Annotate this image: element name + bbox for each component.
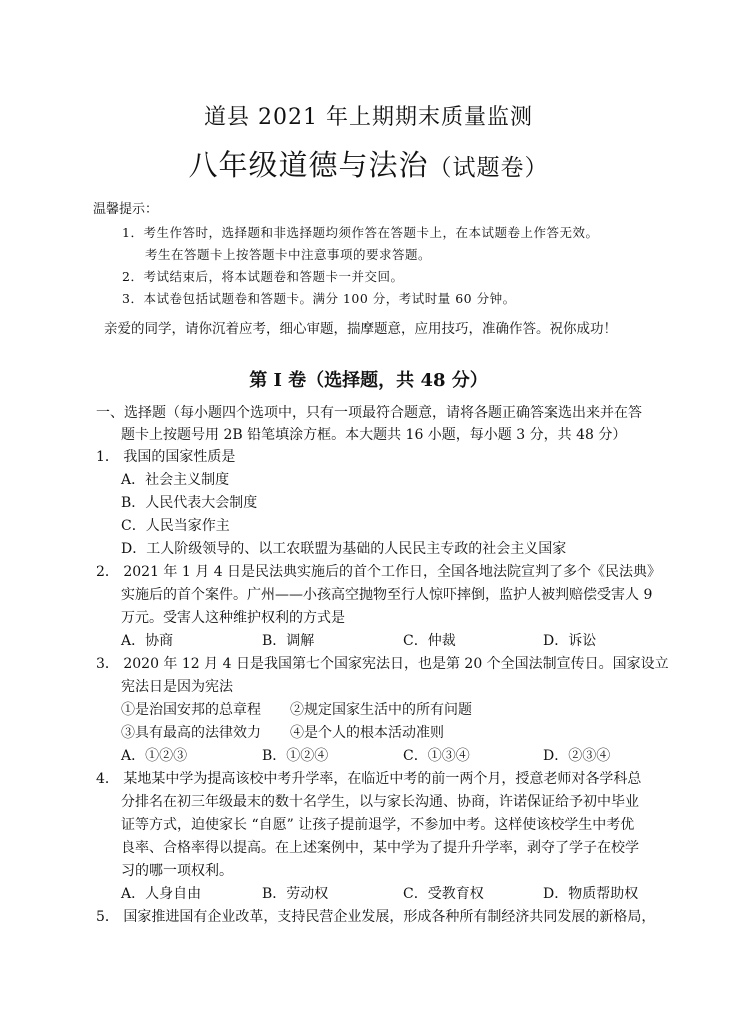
- q3-option-d: D．②③④: [543, 748, 611, 764]
- subject-name: 八年级道德与法治: [188, 148, 429, 182]
- q3-statement-2: ②规定国家生活中的所有问题: [290, 702, 472, 718]
- tips-label: 温馨提示：: [93, 202, 159, 217]
- q3-option-b: B．①②④: [262, 748, 329, 764]
- q3-stem-line-1: 3． 2020 年 12 月 4 日是我国第七个国家宪法日，也是第 20 个全国法制宣传日。国家设立: [96, 656, 669, 672]
- q4-option-d: D．物质帮助权: [543, 886, 639, 902]
- q2-stem-line-2: 实施后的首个案件。广州——小孩高空抛物至行人惊吓摔倒，监护人被判赔偿受害人 9: [121, 587, 653, 603]
- q4-stem-line-2: 分排名在初三年级最末的数十名学生，以与家长沟通、协商，许诺保证给予初中毕业: [121, 794, 639, 810]
- q2-option-c: C．仲裁: [403, 633, 456, 649]
- q3-statement-4: ④是个人的根本活动准则: [290, 725, 444, 741]
- q2-stem-line-3: 万元。受害人这种维护权利的方式是: [121, 610, 345, 626]
- q3-statement-1: ①是治国安邦的总章程: [121, 702, 261, 718]
- q1-option-d: D．工人阶级领导的、以工农联盟为基础的人民民主专政的社会主义国家: [121, 541, 567, 557]
- q3-option-c: C．①③④: [403, 748, 470, 764]
- q1-option-c: C．人民当家作主: [121, 518, 230, 534]
- section-title: 第 I 卷（选择题，共 48 分）: [249, 370, 488, 391]
- exam-title-county: 道县 2021 年上期期末质量监测: [204, 105, 533, 130]
- q4-stem-line-4: 良率、合格率得以提高。在上述案例中，某中学为了提升升学率，剥夺了学子在校学: [121, 840, 639, 856]
- tip-line-3: 3．本试卷包括试题卷和答题卡。满分 100 分，考试时量 60 分钟。: [122, 291, 516, 306]
- q2-option-a: A．协商: [121, 633, 174, 649]
- q1-option-a: A．社会主义制度: [121, 472, 230, 488]
- q3-statement-3: ③具有最高的法律效力: [121, 725, 261, 741]
- q4-option-a: A．人身自由: [121, 886, 202, 902]
- section-intro-line-1: 一、选择题（每小题四个选项中，只有一项最符合题意，请将各题正确答案选出来并在答: [96, 405, 642, 421]
- q5-stem-line-1: 5． 国家推进国有企业改革，支持民营企业发展，形成各种所有制经济共同发展的新格局，: [96, 909, 656, 925]
- tip-line-2: 2．考试结束后，将本试题卷和答题卡一并交回。: [122, 269, 404, 284]
- tip-line-1: 1．考生作答时，选择题和非选择题均须作答在答题卡上，在本试题卷上作答无效。: [122, 225, 599, 240]
- q3-stem-line-2: 宪法日是因为宪法: [121, 679, 233, 695]
- q3-option-a: A．①②③: [121, 748, 188, 764]
- q4-option-c: C．受教育权: [403, 886, 484, 902]
- good-luck-message: 亲爱的同学，请你沉着应考，细心审题，揣摩题意，应用技巧，准确作答。祝你成功！: [104, 321, 617, 337]
- q4-stem-line-1: 4． 某地某中学为提高该校中考升学率，在临近中考的前一两个月，授意老师对各学科总: [96, 771, 642, 787]
- tip-line-1b: 考生在答题卡上按答题卡中注意事项的要求答题。: [145, 247, 432, 262]
- q2-option-b: B．调解: [262, 633, 315, 649]
- q4-option-b: B．劳动权: [262, 886, 329, 902]
- q4-stem-line-3: 证等方式，迫使家长 “自愿” 让孩子提前退学，不参加中考。这样使该校学生中考优: [121, 817, 635, 833]
- paper-type: （试题卷）: [428, 155, 549, 181]
- q1-option-b: B．人民代表大会制度: [121, 495, 258, 511]
- exam-title-subject: [0, 143, 737, 184]
- q1-stem: 1． 我国的国家性质是: [96, 449, 236, 465]
- q2-stem-line-1: 2． 2021 年 1 月 4 日是民法典实施后的首个工作日，全国各地法院宣判了多个《民法典》: [96, 564, 662, 580]
- q4-stem-line-5: 习的哪一项权利。: [121, 863, 233, 879]
- q2-option-d: D．诉讼: [543, 633, 597, 649]
- section-intro-line-2: 题卡上按题号用 2B 铅笔填涂方框。本大题共 16 小题，每小题 3 分，共 48 分）: [121, 427, 627, 443]
